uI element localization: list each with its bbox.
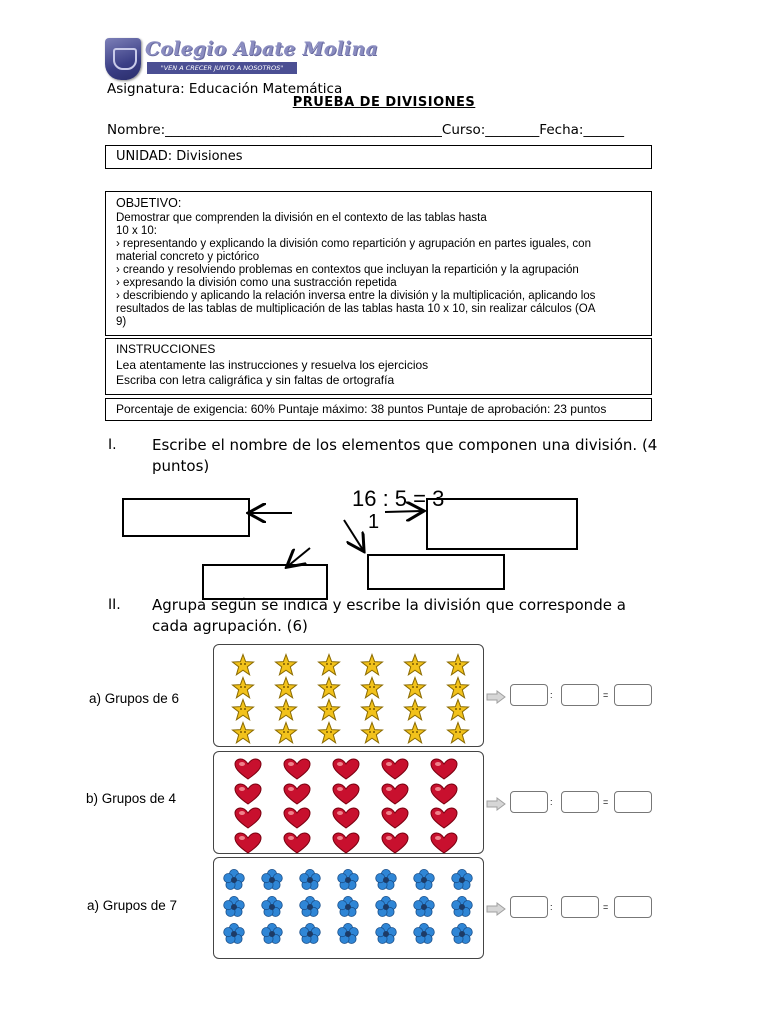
objective-line: Demostrar que comprenden la división en el contexto de las tablas hasta <box>116 212 487 224</box>
star-icon <box>446 698 470 722</box>
flower-icon <box>222 923 246 945</box>
question2-text <box>152 595 626 637</box>
unit-label: UNIDAD: Divisiones <box>116 149 243 164</box>
flower-icon <box>222 869 246 891</box>
colon-sign: : <box>550 690 553 700</box>
heart-icon <box>381 807 409 829</box>
answer-box-quotient[interactable] <box>614 791 652 813</box>
flower-group-panel <box>213 857 484 959</box>
question2-line2: cada agrupación. (6) <box>152 617 308 635</box>
heart-icon <box>332 783 360 805</box>
flower-icon <box>260 869 284 891</box>
heart-icon <box>381 783 409 805</box>
star-icon <box>231 653 255 677</box>
question2-numeral: II. <box>108 597 121 613</box>
star-icon <box>231 721 255 745</box>
equals-sign: = <box>603 690 609 700</box>
question2-line1: Agrupa según se indica y escribe la división que corresponde a <box>152 596 626 614</box>
flower-icon <box>298 923 322 945</box>
star-icon <box>231 676 255 700</box>
star-icon <box>317 721 341 745</box>
star-icon <box>360 653 384 677</box>
division-remainder: 1 <box>368 511 380 533</box>
heart-icon <box>332 758 360 780</box>
flower-icon <box>412 869 436 891</box>
flower-icon <box>374 896 398 918</box>
flower-icon <box>450 896 474 918</box>
objective-line: 10 x 10: <box>116 225 157 237</box>
answer-box-dividend[interactable] <box>510 684 548 706</box>
flower-icon <box>222 896 246 918</box>
heart-icon <box>381 758 409 780</box>
flower-icon <box>336 869 360 891</box>
star-icon <box>403 698 427 722</box>
answer-box-divisor[interactable] <box>561 791 599 813</box>
instructions-line: Lea atentamente las instrucciones y resuelva los ejercicios <box>116 358 429 372</box>
star-icon <box>403 653 427 677</box>
star-icon <box>403 721 427 745</box>
instructions-heading: INSTRUCCIONES <box>116 342 216 356</box>
division-expression: 16 : 5 = 3 <box>352 487 445 509</box>
objective-heading: OBJETIVO: <box>116 196 182 210</box>
objective-line: 9) <box>116 316 127 328</box>
star-icon <box>231 698 255 722</box>
group-label: b) Grupos de 4 <box>86 791 177 806</box>
heart-icon <box>283 758 311 780</box>
scoring-text: Porcentaje de exigencia: 60% Puntaje máximo: 38 puntos Puntaje de aprobación: 23 puntos <box>116 402 607 416</box>
answer-box-dividend[interactable] <box>510 896 548 918</box>
right-arrow-icon <box>486 796 506 815</box>
star-icon <box>446 676 470 700</box>
heart-icon <box>430 758 458 780</box>
objective-line: resultados de las tablas de multiplicación de las tablas hasta 10 x 10, sin realizar cálculos (OA <box>116 303 596 315</box>
test-title: PRUEBA DE DIVISIONES <box>292 95 476 110</box>
answer-box-quotient[interactable] <box>614 896 652 918</box>
answer-box-divisor[interactable] <box>561 684 599 706</box>
flower-icon <box>260 923 284 945</box>
arrow-to-remainder <box>288 548 310 566</box>
star-group-panel <box>213 644 484 747</box>
heart-icon <box>332 807 360 829</box>
heart-icon <box>430 783 458 805</box>
star-icon <box>360 698 384 722</box>
star-icon <box>360 721 384 745</box>
objective-line: material concreto y pictórico <box>116 251 260 263</box>
heart-icon <box>430 807 458 829</box>
school-name: Colegio Abate Molina <box>145 38 378 60</box>
objective-line: › creando y resolviendo problemas en contextos que incluyan la repartición y la agrupación <box>116 264 579 276</box>
flower-icon <box>374 923 398 945</box>
flower-icon <box>450 869 474 891</box>
star-icon <box>446 721 470 745</box>
subject-line: Asignatura: Educación Matemática <box>107 81 343 97</box>
instructions-line: Escriba con letra caligráfica y sin faltas de ortografía <box>116 373 395 387</box>
heart-icon <box>283 783 311 805</box>
flower-icon <box>336 923 360 945</box>
flower-icon <box>412 923 436 945</box>
heart-group-panel <box>213 751 484 854</box>
heart-icon <box>234 832 262 854</box>
answer-row <box>486 790 656 816</box>
group-label: a) Grupos de 7 <box>87 898 178 913</box>
heart-icon <box>234 783 262 805</box>
heart-icon <box>283 807 311 829</box>
group-label: a) Grupos de 6 <box>89 691 180 706</box>
answer-row <box>486 683 656 709</box>
objective-line: › representando y explicando la división como repartición y agrupación en partes iguales, con <box>116 238 591 250</box>
flower-icon <box>298 896 322 918</box>
flower-icon <box>260 896 284 918</box>
star-icon <box>274 721 298 745</box>
arrow-to-quotient <box>385 511 422 512</box>
star-icon <box>317 676 341 700</box>
answer-row <box>486 895 656 921</box>
heart-icon <box>234 758 262 780</box>
star-icon <box>446 653 470 677</box>
answer-box-dividend[interactable] <box>510 791 548 813</box>
equals-sign: = <box>603 902 609 912</box>
star-icon <box>317 653 341 677</box>
star-icon <box>274 653 298 677</box>
star-icon <box>360 676 384 700</box>
colon-sign: : <box>550 902 553 912</box>
objective-line: › expresando la división como una sustracción repetida <box>116 277 397 289</box>
question1-line1: Escribe el nombre de los elementos que componen una división. (4 <box>152 436 658 454</box>
student-info-line: Nombre:_________________________________________Curso:________Fecha:______ <box>107 122 624 138</box>
answer-box-quotient[interactable] <box>614 684 652 706</box>
flower-icon <box>412 896 436 918</box>
star-icon <box>274 676 298 700</box>
flower-icon <box>374 869 398 891</box>
school-motto: "VEN A CRECER JUNTO A NOSOTROS" <box>147 62 297 74</box>
objective-line: › describiendo y aplicando la relación inversa entre la división y la multiplicación, aplicando los <box>116 290 596 302</box>
flower-icon <box>336 896 360 918</box>
colon-sign: : <box>550 797 553 807</box>
question1-line2: puntos) <box>152 457 210 475</box>
heart-icon <box>283 832 311 854</box>
heart-icon <box>381 832 409 854</box>
flower-icon <box>298 869 322 891</box>
equals-sign: = <box>603 797 609 807</box>
flower-icon <box>450 923 474 945</box>
right-arrow-icon <box>486 689 506 708</box>
question1-numeral: I. <box>108 437 117 453</box>
star-icon <box>274 698 298 722</box>
right-arrow-icon <box>486 901 506 920</box>
heart-icon <box>234 807 262 829</box>
star-icon <box>403 676 427 700</box>
arrow-to-divisor <box>344 520 363 550</box>
answer-box-divisor[interactable] <box>561 896 599 918</box>
heart-icon <box>332 832 360 854</box>
star-icon <box>317 698 341 722</box>
heart-icon <box>430 832 458 854</box>
